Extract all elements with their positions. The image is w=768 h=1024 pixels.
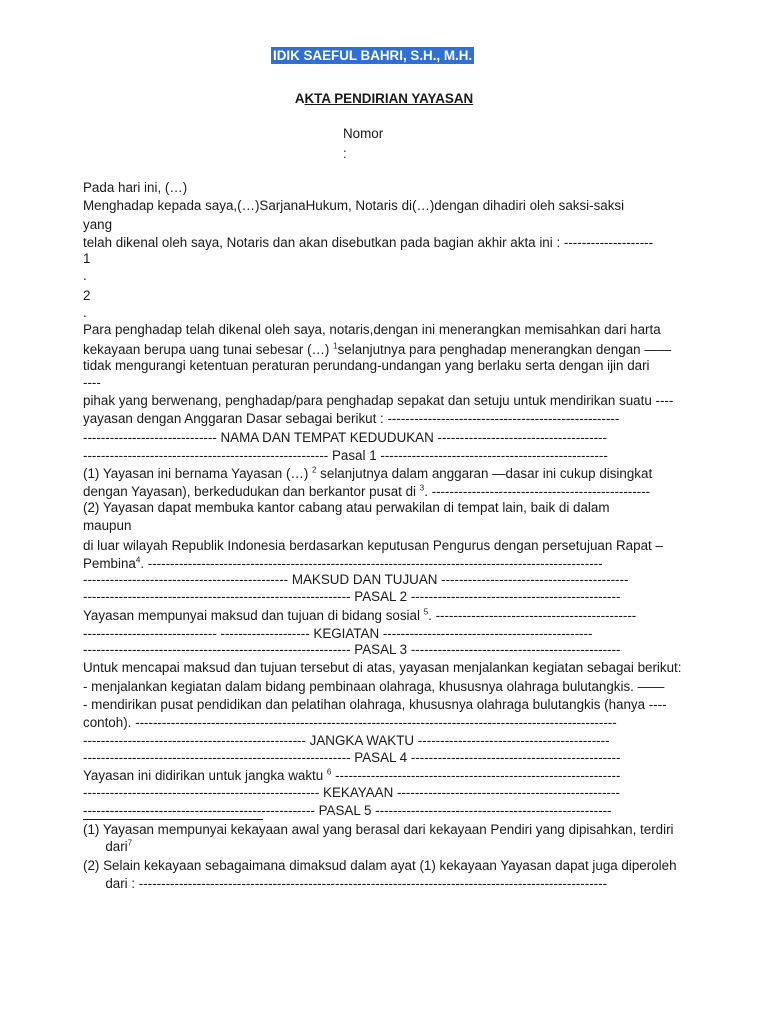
divider-line: [83, 819, 263, 820]
intro-line-4: telah dikenal oleh saya, Notaris dan akan disebutkan pada bagian akhir akta ini : --------------------: [83, 235, 654, 250]
pasal-5-line-2: dari$^7$: [83, 839, 133, 854]
footnote-2-ref: 2: [312, 466, 317, 475]
list-item-1-number: 1: [83, 251, 91, 266]
list-item-2-number: 2: [83, 288, 91, 303]
pasal-1-line-4: maupun: [83, 518, 132, 533]
preamble-line-6: yayasan dengan Anggaran Dasar sebagai berikut : ----------------------------------------------------: [83, 411, 620, 426]
preamble-line-3: tidak mengurangi ketentuan peraturan perundang-undangan yang berlaku serta dengan ijin dari: [83, 358, 650, 373]
footnote-1-ref: 1: [333, 342, 338, 351]
pasal-3-line-3: - mendirikan pusat pendidikan dan pelatihan olahraga, khususnya olahraga bulutangkis (hanya ----: [83, 697, 667, 712]
list-item-2-dot: .: [83, 305, 87, 320]
pasal-5-heading: ---------------------------------------------------- PASAL 5 -----------------------------------------------------: [83, 803, 612, 818]
pasal-3-line-4: contoh). ------------------------------------------------------------------------------------------------------------: [83, 715, 617, 730]
preamble-line-1: Para penghadap telah dikenal oleh saya, notaris,dengan ini menerangkan memisahkan dari harta: [83, 322, 661, 337]
pasal-5-line-1: (1) Yayasan mempunyai kekayaan awal yang berasal dari kekayaan Pendiri yang dipisahkan, terdiri: [83, 822, 674, 837]
title-first-letter: A: [294, 91, 305, 106]
pasal-1-line-1: (1) Yayasan ini bernama Yayasan (…) $^2$ selanjutnya dalam anggaran —dasar ini cukup disingkat: [83, 466, 653, 481]
footnote-4-ref: 4: [135, 556, 141, 565]
pasal-1-line-3: (2) Yayasan dapat membuka kantor cabang atau perwakilan di tempat lain, baik di dalam: [83, 500, 610, 515]
footnote-6-ref: 6: [326, 768, 332, 777]
pasal-4-line-1: Yayasan ini didirikan untuk jangka waktu $^6$ ----------------------------------------------------------------: [83, 768, 621, 783]
title-rest: KTA PENDIRIAN YAYASAN: [304, 91, 474, 106]
pasal-4-heading: ------------------------------------------------------------ PASAL 4 -----------------------------------------------: [83, 750, 621, 765]
footnote-7-ref: 7: [127, 839, 133, 848]
pasal-1-line-5: di luar wilayah Republik Indonesia berdasarkan keputusan Pengurus dengan persetujuan Rapat –: [83, 538, 663, 553]
intro-line-2: Menghadap kepada saya,(…)SarjanaHukum, Notaris di(…)dengan dihadiri oleh saksi-saksi: [83, 198, 625, 213]
intro-line-3: yang: [83, 217, 113, 232]
section-heading-maksud-dan-tujuan: ---------------------------------------------- MAKSUD DAN TUJUAN ------------------------------------------: [83, 572, 629, 587]
intro-line-1: Pada hari ini, (…): [83, 180, 188, 195]
section-heading-jangka-waktu: -------------------------------------------------- JANGKA WAKTU -------------------------------------------: [83, 733, 610, 748]
notary-name-highlight: IDIK SAEFUL BAHRI, S.H., M.H.: [273, 48, 473, 63]
pasal-3-heading: ------------------------------------------------------------ PASAL 3 -----------------------------------------------: [83, 642, 621, 657]
section-heading-kegiatan: ------------------------------ -------------------- KEGIATAN -----------------------------------------------: [83, 626, 593, 641]
pasal-3-line-1: Untuk mencapai maksud dan tujuan tersebut di atas, yayasan menjalankan kegiatan sebagai berikut:: [83, 660, 682, 675]
footnote-5-ref: 5: [423, 608, 429, 617]
pasal-2-heading: ------------------------------------------------------------ PASAL 2 -----------------------------------------------: [83, 589, 621, 604]
section-heading-nama-dan-tempat: ------------------------------ NAMA DAN TEMPAT KEDUDUKAN --------------------------------------: [83, 430, 607, 445]
list-item-1-dot: .: [83, 268, 87, 283]
pasal-1-line-6: Pembina$^4$. ------------------------------------------------------------------------------------------------------: [83, 556, 603, 571]
pasal-3-line-2: - menjalankan kegiatan dalam bidang pembinaan olahraga, khususnya olahraga bulutangkis. ——: [83, 679, 665, 694]
pasal-5-line-4: dari : ---------------------------------------------------------------------------------------------------------: [83, 876, 608, 891]
section-heading-kekayaan: ----------------------------------------------------- KEKAYAAN --------------------------------------------------: [83, 785, 620, 800]
pasal-1-heading: ------------------------------------------------------- Pasal 1 ---------------------------------------------------: [83, 448, 608, 463]
preamble-line-5: pihak yang berwenang, penghadap/para penghadap sepakat dan setuju untuk mendirikan suatu ----: [83, 393, 674, 408]
pasal-1-line-2: dengan Yayasan), berkedudukan dan berkantor pusat di $^3$. -------------------------------------------------: [83, 484, 651, 499]
pasal-5-line-3: (2) Selain kekayaan sebagaimana dimaksud dalam ayat (1) kekayaan Yayasan dapat juga diperoleh: [83, 858, 677, 873]
nomor-colon: :: [343, 146, 347, 161]
footnote-3-ref: 3: [419, 484, 425, 493]
preamble-line-4: ----: [83, 375, 101, 390]
preamble-line-2: kekayaan berupa uang tunai sebesar (…) $^1$selanjutnya para penghadap menerangkan dengan ——: [83, 342, 672, 357]
document-title: [0, 91, 768, 106]
nomor-label: Nomor: [343, 126, 384, 141]
pasal-2-line-1: Yayasan mempunyai maksud dan tujuan di bidang sosial $^5$. ---------------------------------------------: [83, 608, 637, 623]
